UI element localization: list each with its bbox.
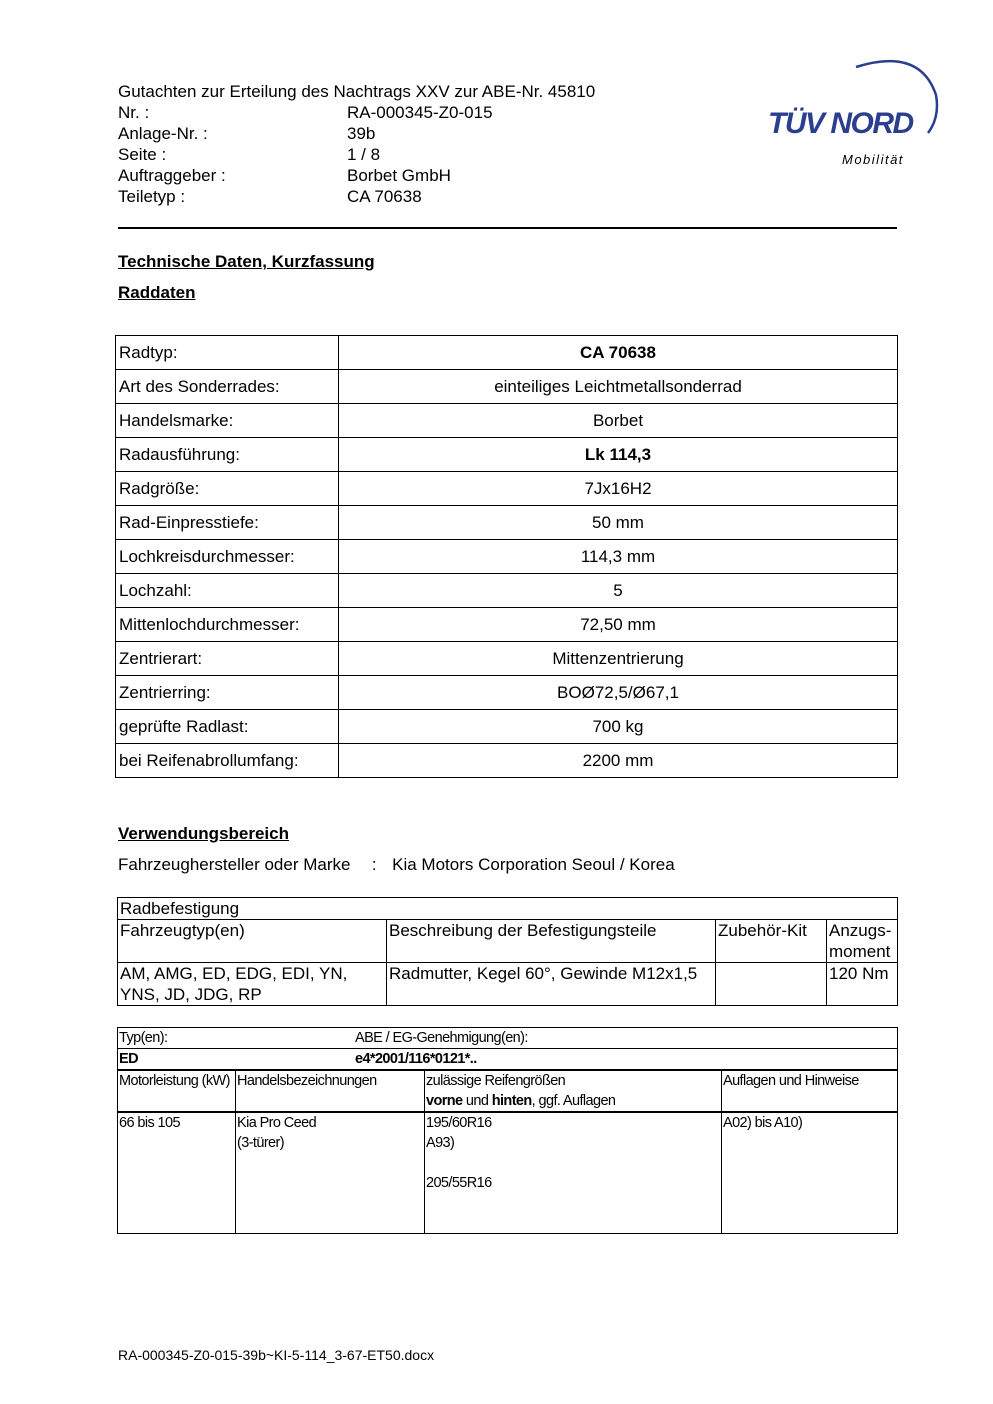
header-field-teiletyp <box>118 186 595 207</box>
header-field-seite <box>118 144 595 165</box>
header-field-auftraggeber <box>118 165 595 186</box>
table-cell: 120 Nm <box>827 963 898 1006</box>
typ-value: ED <box>119 1051 138 1067</box>
row-value: 700 kg <box>339 710 898 744</box>
table-cell: A02) bis A10) <box>722 1112 898 1234</box>
reifen-line1: 195/60R16 <box>426 1115 492 1131</box>
reifen-header-line2 <box>426 1091 720 1111</box>
header-divider <box>118 227 897 229</box>
row-label: Lochzahl: <box>116 574 339 608</box>
reifen-vorne: vorne <box>426 1093 463 1109</box>
section-title: Verwendungsbereich <box>118 824 289 843</box>
table-cell-handel <box>236 1112 425 1234</box>
table-row <box>118 1028 898 1049</box>
logo-subtitle: Mobilität <box>842 152 904 167</box>
header-label: Teiletyp : <box>118 187 186 206</box>
header-label: Seite : <box>118 145 167 164</box>
table-row <box>116 710 898 744</box>
row-value: CA 70638 <box>339 336 898 370</box>
section-title: Technische Daten, Kurzfassung <box>118 252 375 271</box>
row-label: Radausführung: <box>116 438 339 472</box>
row-value: 114,3 mm <box>339 540 898 574</box>
row-value: Borbet <box>339 404 898 438</box>
column-header: Handelsbezeichnungen <box>236 1070 425 1112</box>
tuv-nord-logo <box>760 55 950 175</box>
raddaten-table <box>115 335 898 778</box>
handel-line2: (3-türer) <box>237 1135 284 1151</box>
typen-table <box>117 1027 898 1234</box>
table-row <box>116 608 898 642</box>
reifen-rest: , ggf. Auflagen <box>531 1093 616 1109</box>
row-label: Art des Sonderrades: <box>116 370 339 404</box>
column-header: Motorleistung (kW) <box>118 1070 236 1112</box>
row-label: Lochkreisdurchmesser: <box>116 540 339 574</box>
row-value: 72,50 mm <box>339 608 898 642</box>
reifen-line3: 205/55R16 <box>426 1175 492 1191</box>
table-cell: Radmutter, Kegel 60°, Gewinde M12x1,5 <box>387 963 716 1006</box>
column-header: Anzugs-moment <box>827 920 898 963</box>
header-value: 1 / 8 <box>347 145 381 164</box>
table-row <box>116 642 898 676</box>
row-value: 7Jx16H2 <box>339 472 898 506</box>
hersteller-separator: : <box>371 855 377 874</box>
column-header-reifen <box>425 1070 722 1112</box>
column-header: Fahrzeugtyp(en) <box>118 920 387 963</box>
header-field-nr <box>118 102 595 123</box>
table-row <box>116 370 898 404</box>
column-header: Beschreibung der Befestigungsteile <box>387 920 716 963</box>
footer-filename: RA-000345-Z0-015-39b~KI-5-114_3-67-ET50.docx <box>118 1347 435 1363</box>
table-header-row <box>118 1070 898 1112</box>
table-row <box>118 1049 898 1071</box>
table-title: Radbefestigung <box>118 898 898 920</box>
table-row <box>116 676 898 710</box>
hersteller-line <box>118 855 675 875</box>
document-title: Gutachten zur Erteilung des Nachtrags XXV zur ABE-Nr. 45810 <box>118 82 596 101</box>
row-value: 50 mm <box>339 506 898 540</box>
header-value: RA-000345-Z0-015 <box>347 103 493 122</box>
reifen-hinten: hinten <box>491 1093 532 1109</box>
abe-label: ABE / EG-Genehmigung(en): <box>355 1030 528 1046</box>
table-cell <box>716 963 827 1006</box>
document-header <box>118 81 595 207</box>
table-cell: 66 bis 105 <box>118 1112 236 1234</box>
typ-label: Typ(en): <box>119 1030 168 1046</box>
row-label: Handelsmarke: <box>116 404 339 438</box>
row-label: Radtyp: <box>116 336 339 370</box>
header-value: Borbet GmbH <box>347 166 451 185</box>
table-row <box>116 506 898 540</box>
table-cell-reifen <box>425 1112 722 1234</box>
row-value: BOØ72,5/Ø67,1 <box>339 676 898 710</box>
header-field-anlage <box>118 123 595 144</box>
table-row <box>116 574 898 608</box>
table-row <box>116 404 898 438</box>
table-row <box>116 540 898 574</box>
abe-value: e4*2001/116*0121*.. <box>355 1051 477 1067</box>
table-row <box>116 336 898 370</box>
table-row <box>118 898 898 920</box>
section-subtitle: Raddaten <box>118 283 196 302</box>
reifen-header-line1: zulässige Reifengrößen <box>426 1073 566 1089</box>
table-row <box>116 472 898 506</box>
row-label: Radgröße: <box>116 472 339 506</box>
row-label: Zentrierart: <box>116 642 339 676</box>
reifen-und: und <box>462 1093 492 1109</box>
row-value: 2200 mm <box>339 744 898 778</box>
table-row <box>116 744 898 778</box>
row-label: geprüfte Radlast: <box>116 710 339 744</box>
typ-abe-value-cell <box>118 1049 898 1071</box>
typ-abe-label-cell <box>118 1028 898 1049</box>
header-label: Nr. : <box>118 103 150 122</box>
header-label: Auftraggeber : <box>118 166 226 185</box>
table-row <box>118 963 898 1006</box>
reifen-line2: A93) <box>426 1135 455 1151</box>
row-label: Mittenlochdurchmesser: <box>116 608 339 642</box>
row-label: bei Reifenabrollumfang: <box>116 744 339 778</box>
row-label: Zentrierring: <box>116 676 339 710</box>
radbefestigung-table <box>117 897 898 1006</box>
header-label: Anlage-Nr. : <box>118 124 208 143</box>
column-header: Zubehör-Kit <box>716 920 827 963</box>
hersteller-label: Fahrzeughersteller oder Marke <box>118 855 351 874</box>
row-label: Rad-Einpresstiefe: <box>116 506 339 540</box>
logo-wordmark: TÜV NORD <box>768 107 913 140</box>
handel-line1: Kia Pro Ceed <box>237 1115 317 1131</box>
row-value: Mittenzentrierung <box>339 642 898 676</box>
header-value: CA 70638 <box>347 187 422 206</box>
row-value: Lk 114,3 <box>339 438 898 472</box>
row-value: 5 <box>339 574 898 608</box>
table-row <box>118 1112 898 1234</box>
header-value: 39b <box>347 124 376 143</box>
table-row <box>116 438 898 472</box>
hersteller-value: Kia Motors Corporation Seoul / Korea <box>392 855 675 874</box>
table-header-row <box>118 920 898 963</box>
column-header: Auflagen und Hinweise <box>722 1070 898 1112</box>
row-value: einteiliges Leichtmetallsonderrad <box>339 370 898 404</box>
table-cell: AM, AMG, ED, EDG, EDI, YN, YNS, JD, JDG, RP <box>118 963 387 1006</box>
